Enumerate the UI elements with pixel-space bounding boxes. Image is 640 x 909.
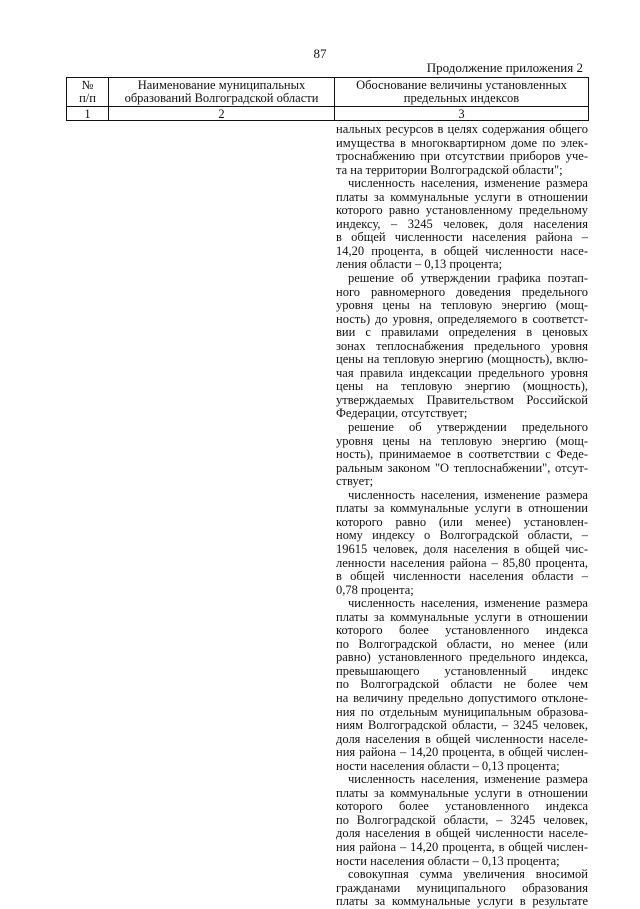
col-index-3: 3 bbox=[335, 107, 589, 121]
text-line: которого равно установленному предельному bbox=[336, 203, 588, 218]
text-line: которого более установленного индекса bbox=[336, 799, 588, 814]
col-name-header bbox=[109, 78, 335, 107]
text-line: доля населения в общей численности населе- bbox=[336, 826, 588, 841]
text-line: чая правила индексации предельного уровня bbox=[336, 365, 588, 380]
text-line: решение об утверждении графика поэтап- bbox=[348, 271, 588, 286]
text-line: 14,20 процента, в общей численности насе- bbox=[336, 243, 588, 258]
text-line: ния района – 14,20 процента, в общей числен- bbox=[336, 839, 588, 854]
text-line: в общей численности населения области – bbox=[336, 569, 588, 584]
text-line: численность населения, изменение размера bbox=[348, 176, 588, 191]
text-line: численность населения, изменение размера bbox=[348, 487, 588, 502]
text-line: ленности населения района – 85,80 процента, bbox=[336, 555, 588, 570]
justification-text bbox=[336, 123, 588, 909]
text-line: превышающего установленный индекс bbox=[336, 663, 588, 678]
text-line: Федерации, отсутствует; bbox=[336, 406, 468, 421]
col-name-header-line2: образований Волгоградской области bbox=[124, 91, 319, 105]
text-line: зонах теплоснабжения предельного уровня bbox=[336, 338, 588, 353]
text-line: вии с правилами определения в ценовых bbox=[336, 325, 588, 340]
text-line: имущества в многоквартирном доме по элек- bbox=[336, 135, 588, 150]
col-justification-header-line1: Обоснование величины установленных bbox=[356, 78, 567, 92]
text-line: ния района – 14,20 процента, в общей числен- bbox=[336, 745, 588, 760]
text-line: ральным законом "О теплоснабжении", отсут- bbox=[336, 460, 588, 475]
text-line: решение об утверждении предельного bbox=[348, 420, 588, 435]
text-line: нальных ресурсов в целях содержания общего bbox=[336, 122, 588, 136]
text-line: равно) установленного предельного индекса, bbox=[336, 650, 588, 665]
text-line: уровня цены на тепловую энергию (мощ- bbox=[336, 298, 588, 313]
col-index-1: 1 bbox=[67, 107, 109, 121]
text-line: по Волгоградской области, но менее (или bbox=[336, 636, 588, 651]
col-name-header-line1: Наименование муниципальных bbox=[137, 78, 306, 92]
text-line: утверждаемых Правительством Российской bbox=[336, 392, 588, 407]
text-line: платы за коммунальные услуги в отношении bbox=[336, 501, 588, 516]
text-line: та на территории Волгоградской области"; bbox=[336, 162, 563, 177]
text-line: ности населения области – 0,13 процента; bbox=[336, 853, 560, 868]
text-line: ствует; bbox=[336, 474, 374, 489]
text-line: которого равно (или менее) установлен- bbox=[336, 514, 588, 529]
text-line: ность), принимаемое в соответствии с Феде- bbox=[336, 447, 588, 462]
text-line: уровня цены на тепловую энергию (мощ- bbox=[336, 433, 588, 448]
text-line: платы за коммунальные услуги в отношении bbox=[336, 609, 588, 624]
text-line: численность населения, изменение размера bbox=[348, 596, 588, 611]
text-line: по Волгоградской области, – 3245 человек, bbox=[336, 812, 588, 827]
text-line: цены на тепловую энергию (мощность), bbox=[336, 379, 588, 394]
text-line: платы за коммунальные услуги в результате bbox=[336, 894, 588, 909]
text-line: ному индексу о Волгоградской области, – bbox=[336, 528, 588, 543]
text-line: троснабжению при отсутствии приборов уче- bbox=[336, 149, 588, 164]
col-number-header-line1: № bbox=[81, 78, 94, 92]
text-line: по Волгоградской области не более чем bbox=[336, 677, 588, 692]
text-line: ного равномерного доведения предельного bbox=[336, 284, 588, 299]
text-line: в общей численности населения района – bbox=[336, 230, 588, 245]
text-line: 19615 человек, доля населения в общей чис- bbox=[336, 541, 588, 556]
col-justification-header-line2: предельных индексов bbox=[403, 91, 520, 105]
continuation-label: Продолжение приложения 2 bbox=[426, 60, 583, 75]
col-number-header-line2: п/п bbox=[79, 91, 96, 105]
text-line: 0,78 процента; bbox=[336, 582, 414, 597]
text-line: ность) до уровня, определяемого в соответст- bbox=[336, 311, 588, 326]
text-line: гражданами муниципального образования bbox=[336, 880, 588, 895]
text-line: платы за коммунальные услуги в отношении bbox=[336, 785, 588, 800]
text-line: индексу, – 3245 человек, доля населения bbox=[336, 216, 588, 231]
text-line: доля населения в общей численности населе- bbox=[336, 731, 588, 746]
page-number: 87 bbox=[313, 46, 327, 61]
text-line: ниям Волгоградской области, – 3245 человек, bbox=[336, 718, 588, 733]
text-line: на величину предельно допустимого отклоне- bbox=[336, 690, 588, 705]
text-line: платы за коммунальные услуги в отношении bbox=[336, 189, 588, 204]
text-line: ности населения области – 0,13 процента; bbox=[336, 758, 560, 773]
col-number-header bbox=[67, 78, 109, 107]
header-table bbox=[66, 77, 589, 121]
text-line: цены на тепловую энергию (мощность), вклю- bbox=[336, 352, 588, 367]
text-line: которого более установленного индекса bbox=[336, 623, 588, 638]
text-line: ления области – 0,13 процента; bbox=[336, 257, 503, 272]
text-line: совокупная сумма увеличения вносимой bbox=[348, 867, 588, 882]
text-line: численность населения, изменение размера bbox=[348, 772, 588, 787]
col-justification-header bbox=[335, 78, 589, 107]
col-index-2: 2 bbox=[109, 107, 335, 121]
text-line: ния по отдельным муниципальным образова- bbox=[336, 704, 588, 719]
